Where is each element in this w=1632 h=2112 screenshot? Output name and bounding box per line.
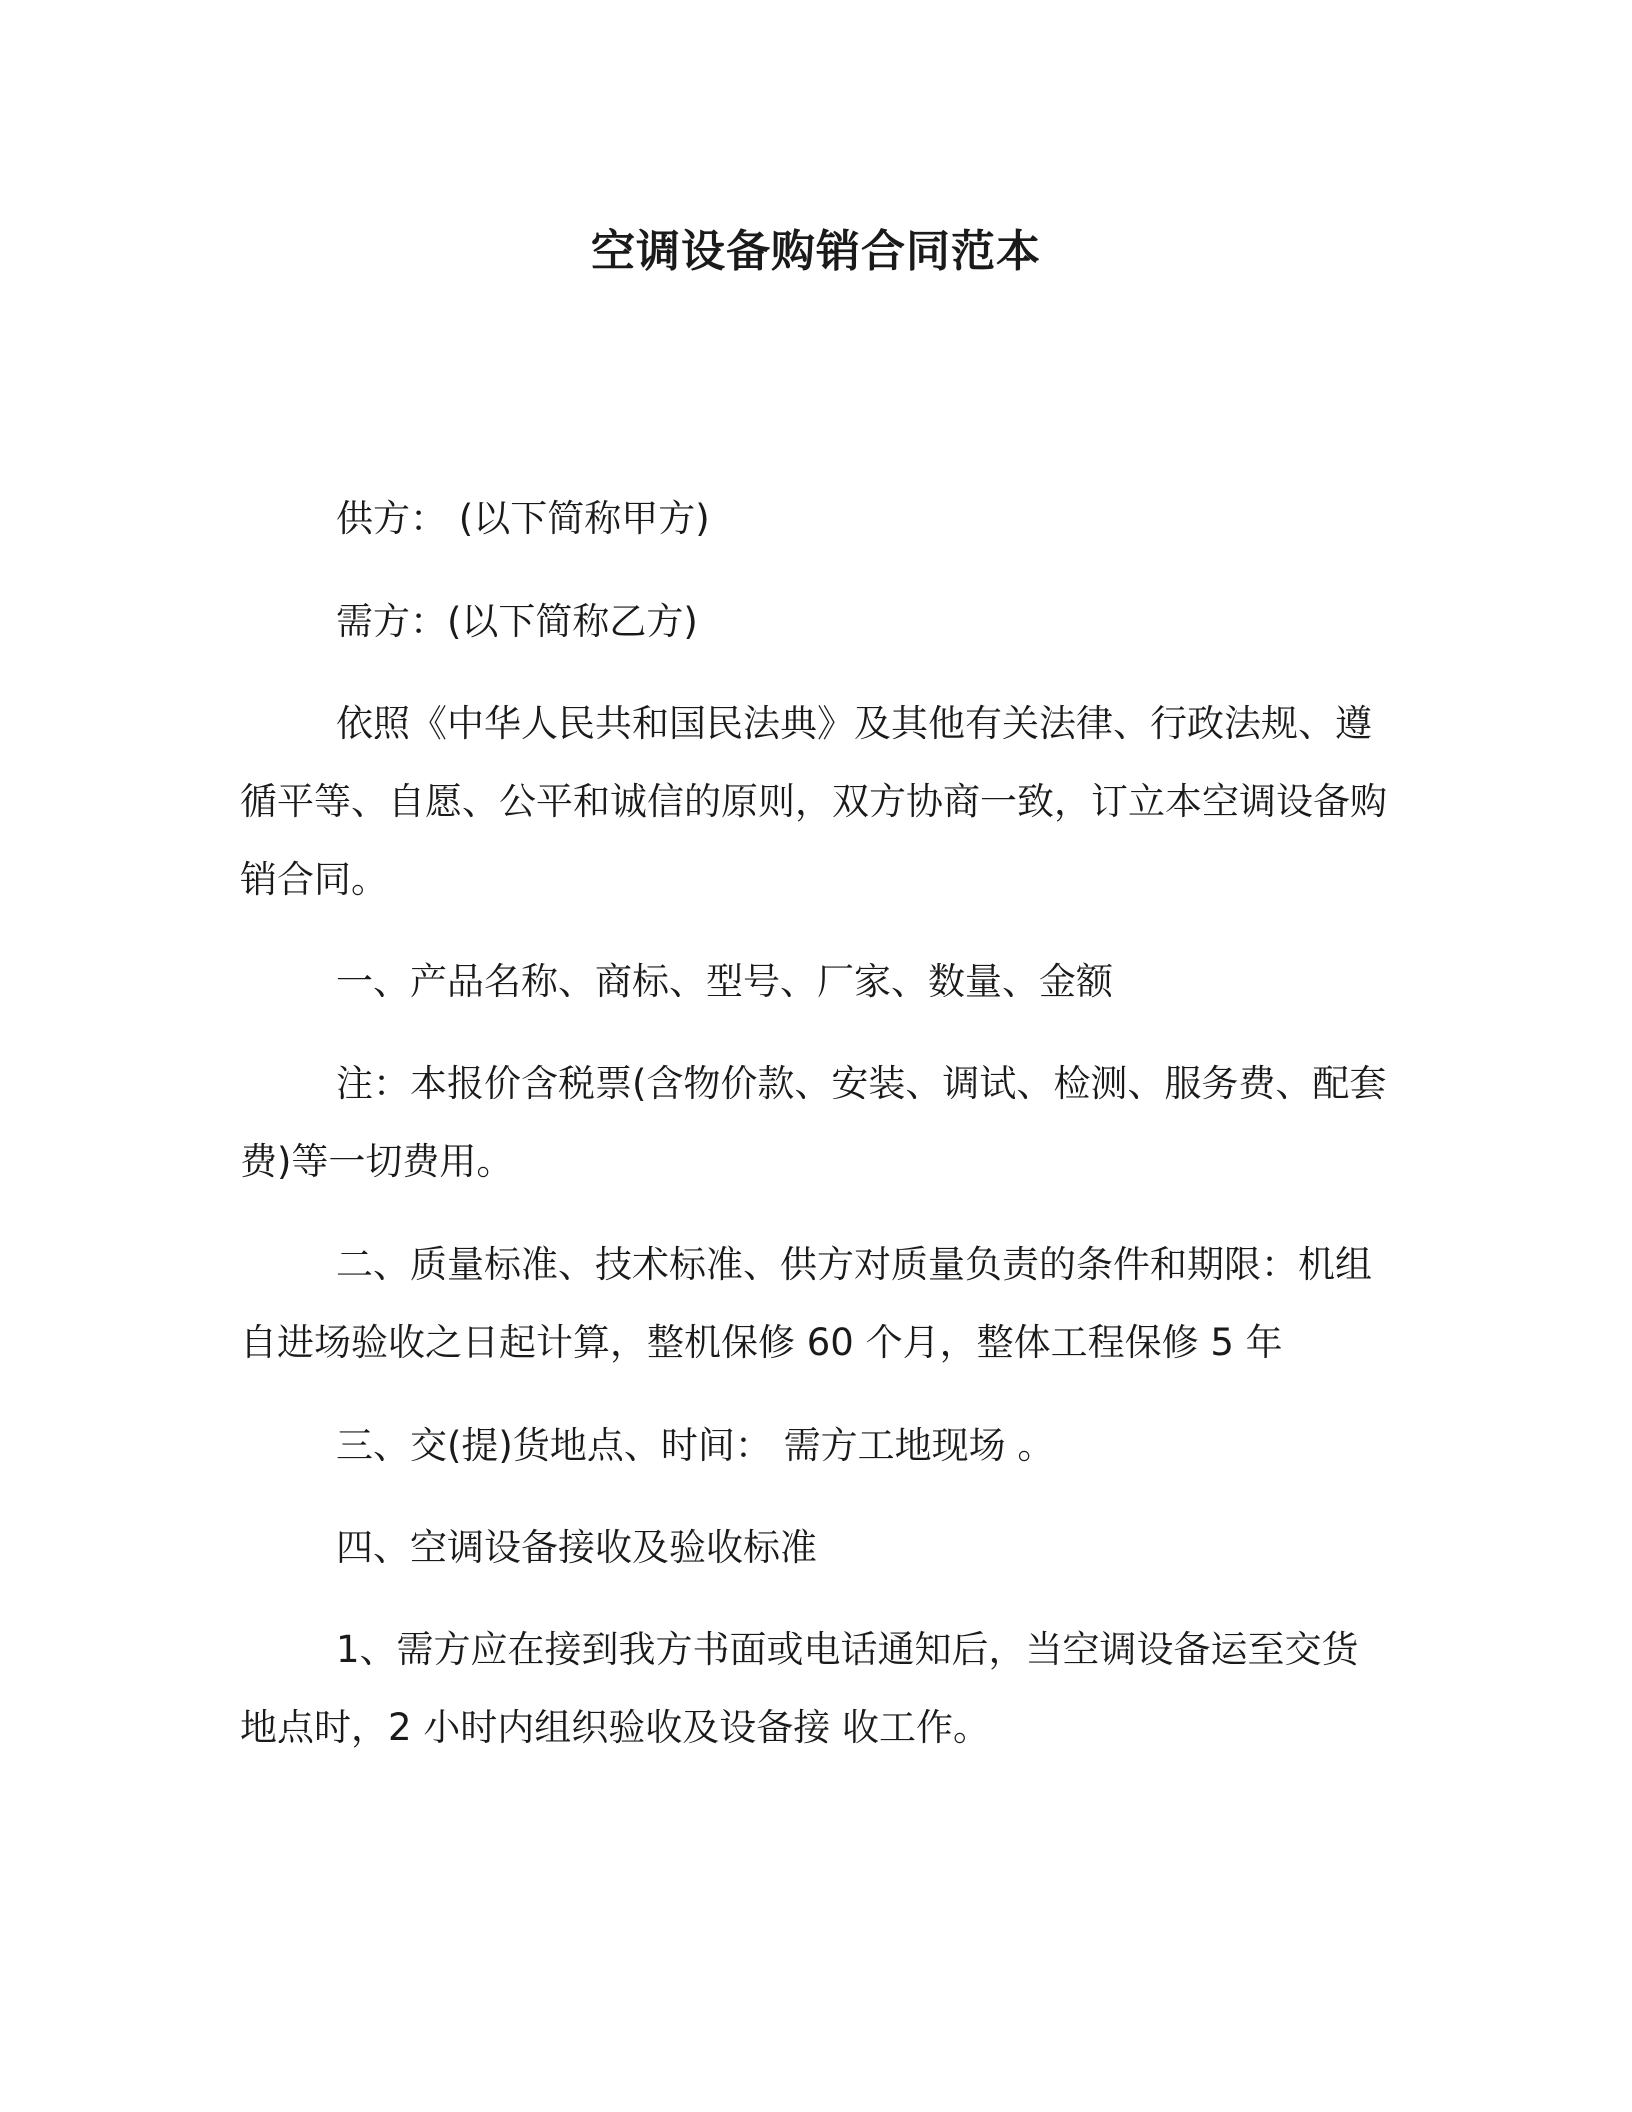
clause-4-1-paragraph: 1、需方应在接到我方书面或电话通知后，当空调设备运至交货地点时，2 小时内组织验收及设备接 收工作。 — [240, 1628, 1359, 1749]
section-4-heading: 四、空调设备接收及验收标准 — [336, 1526, 817, 1569]
section-3-paragraph: 三、交(提)货地点、时间： 需方工地现场 。 — [336, 1424, 1055, 1467]
document-title: 空调设备购销合同范本 — [591, 226, 1041, 277]
note-paragraph: 注：本报价含税票(含物价款、安装、调试、检测、服务费、配套费)等一切费用。 — [240, 1062, 1387, 1183]
section-1-heading: 一、产品名称、商标、型号、厂家、数量、金额 — [336, 960, 1113, 1003]
supplier-line: 供方： (以下简称甲方) — [336, 497, 710, 540]
buyer-line: 需方：(以下简称乙方) — [336, 600, 698, 643]
section-2-paragraph: 二、质量标准、技术标准、供方对质量负责的条件和期限：机组自进场验收之日起计算，整机保修 60 个月，整体工程保修 5 年 — [240, 1243, 1372, 1364]
preamble-paragraph: 依照《中华人民共和国民法典》及其他有关法律、行政法规、遵循平等、自愿、公平和诚信的原则，双方协商一致，订立本空调设备购销合同。 — [240, 702, 1387, 901]
